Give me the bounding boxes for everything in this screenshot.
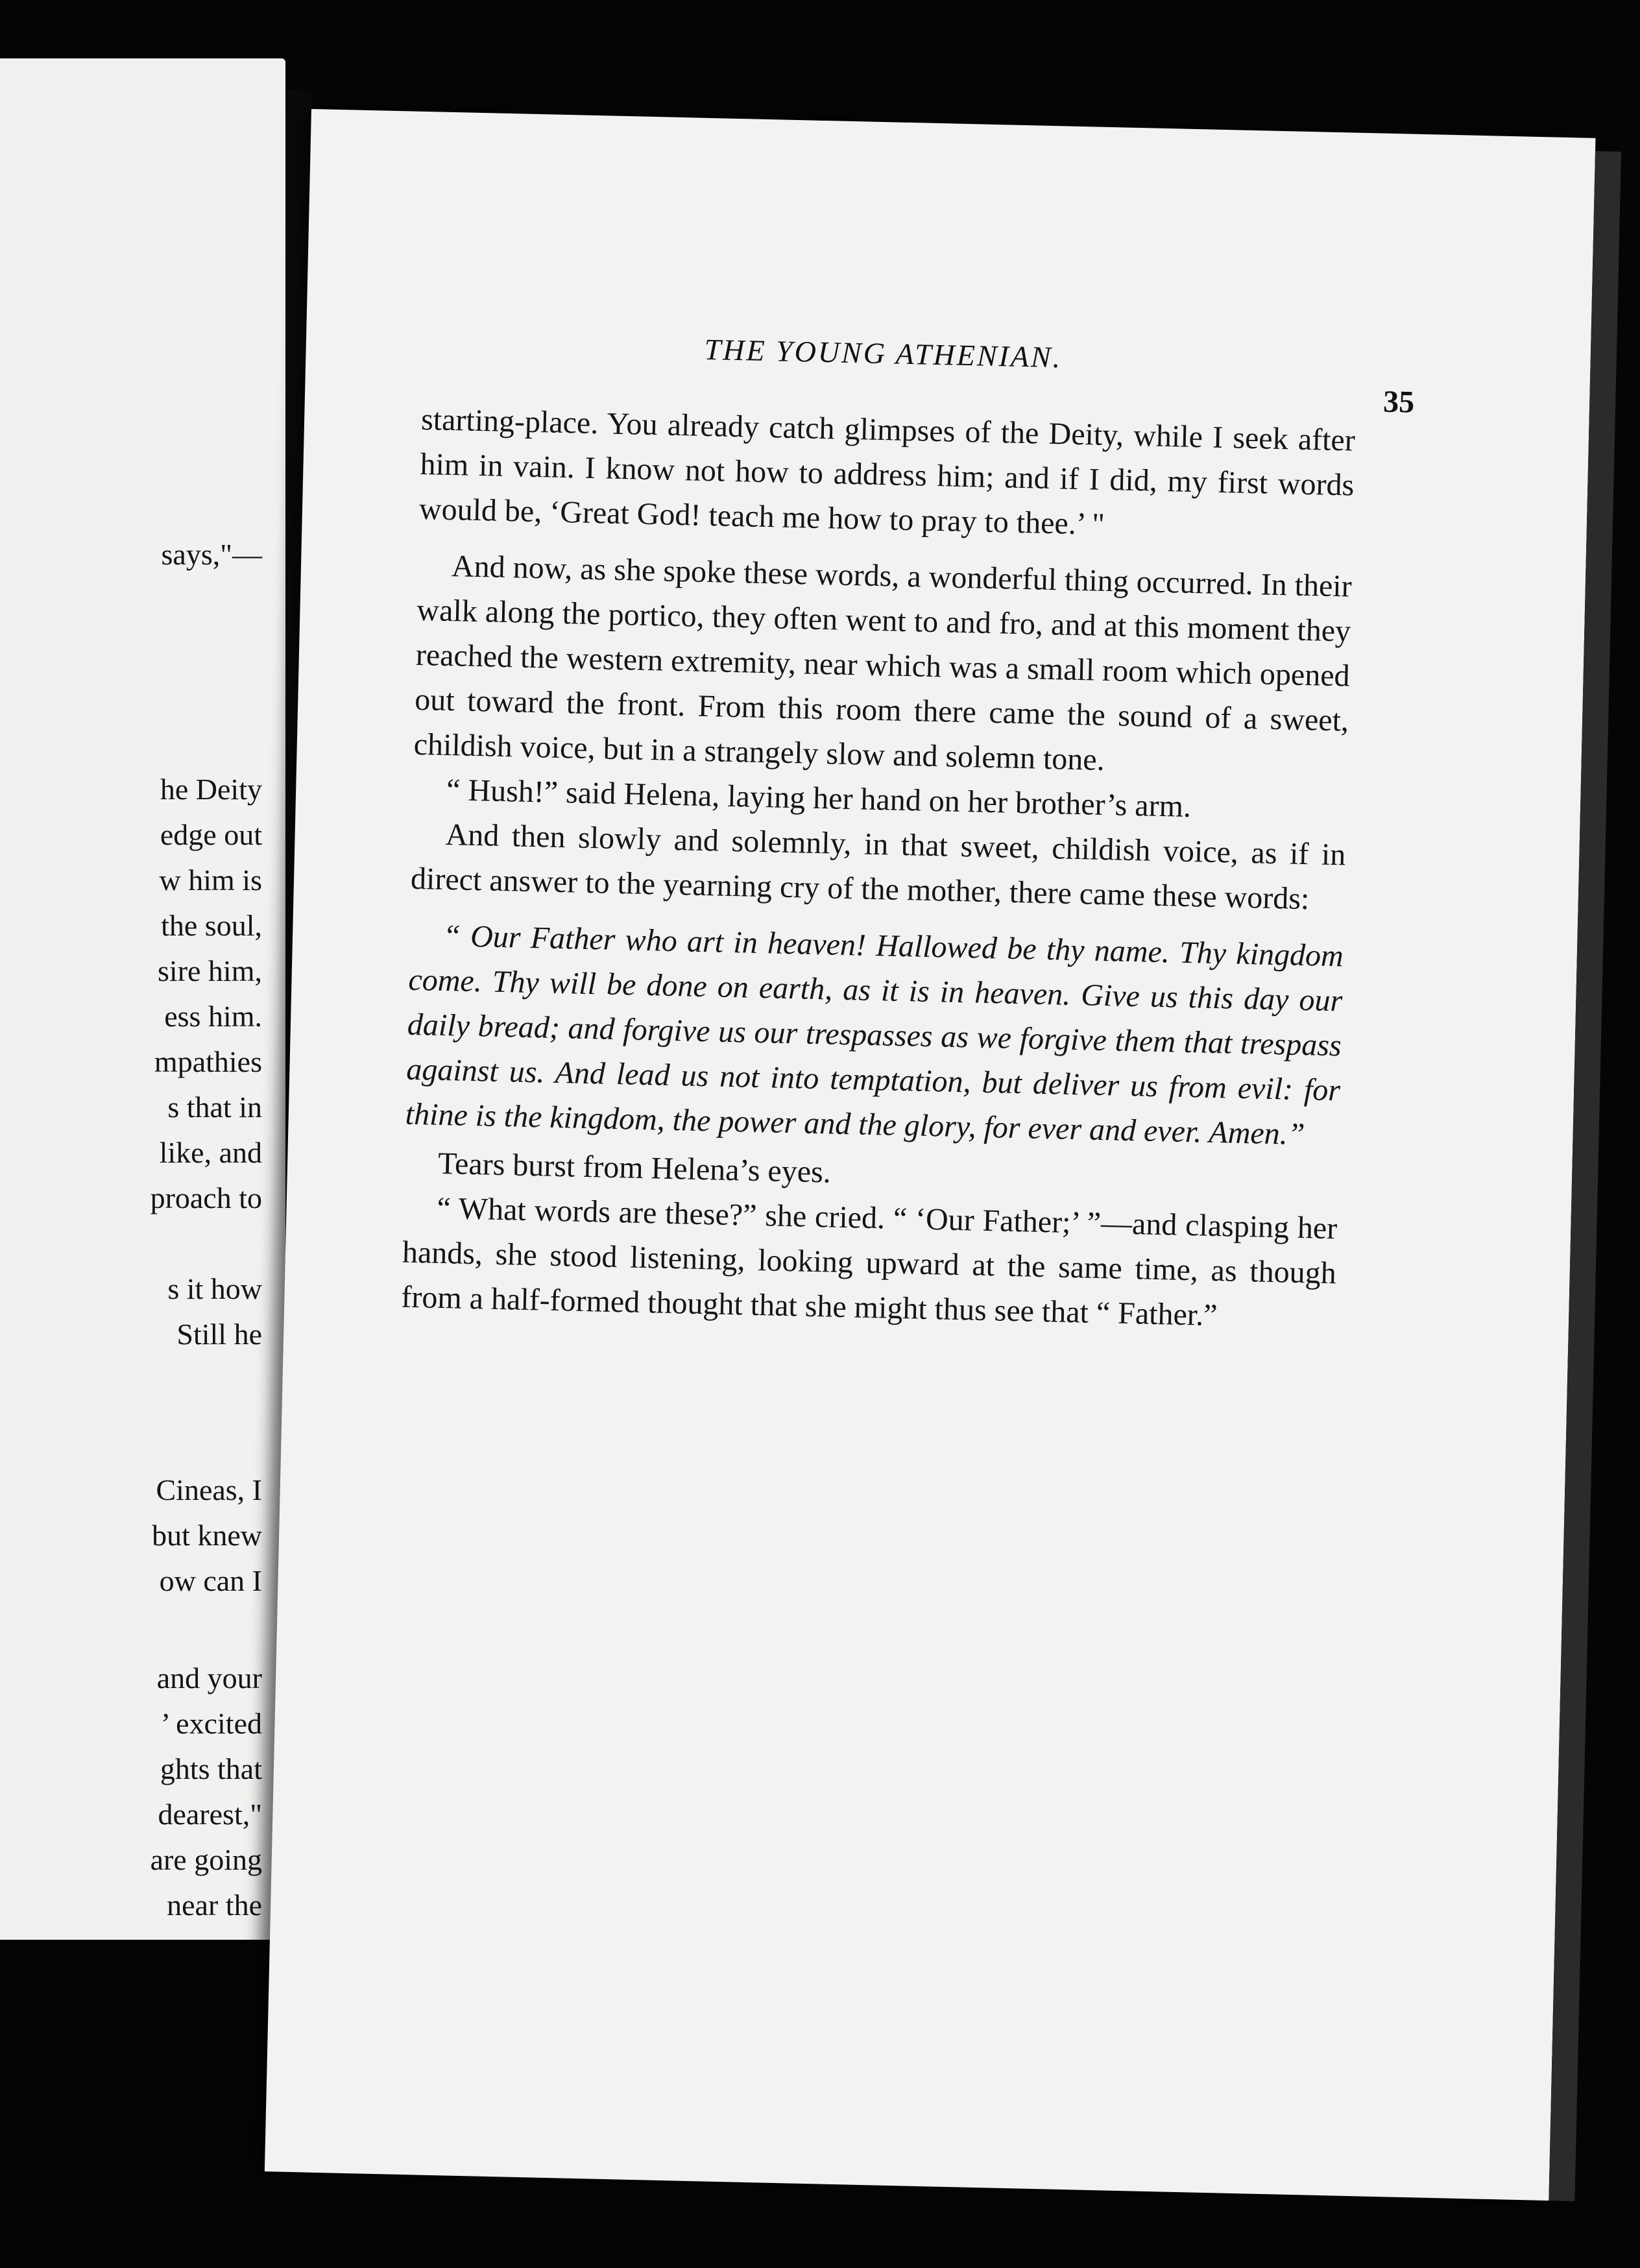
prayer-quotation: “ Our Father who art in heaven! Hallowed be thy name. Thy kingdom come. Thy will be done on earth, as it is in heaven. Give us this day our daily bread; and forgive us our trespasses as we forgive them that trespass against us. And lead us not into temptation, but deliver us from evil: for thine is the kingdom, the power and the glory, for ever and ever. Amen.” bbox=[405, 918, 1344, 1152]
left-page-line: ’ excited bbox=[160, 1707, 262, 1740]
left-page-line: Still he bbox=[176, 1318, 262, 1351]
left-page-line: Cineas, I bbox=[156, 1473, 262, 1506]
paragraph: And now, as she spoke these words, a wonderful thing occurred. In their walk along the portico, they often went to and fro, and at this moment they reached the western extremity, near which was a small room which opened out toward the front. From this room there came the sound of a sweet, childish voice, but in a strangely slow and solemn tone. bbox=[413, 549, 1353, 777]
left-page-line: sire him, bbox=[158, 954, 262, 987]
left-page-line: and your bbox=[156, 1661, 262, 1695]
left-page-line: dearest," bbox=[158, 1798, 262, 1831]
left-facing-page bbox=[0, 58, 285, 1940]
paragraph: And then slowly and solemnly, in that sweet, childish voice, as if in direct answer to the yearning cry of the mother, there came these words: bbox=[410, 817, 1346, 917]
page-number: 35 bbox=[1382, 384, 1415, 420]
left-page-line: s it how bbox=[167, 1272, 262, 1305]
right-page bbox=[265, 109, 1596, 2201]
page-edge-shadow bbox=[1549, 151, 1621, 2201]
paragraph: “ What words are these?” she cried. “ ‘Our Father;’ ”—and clasping her hands, she stood listening, looking upward at the same time, as though from a half-formed thought that she might thus see that “ Father.” bbox=[400, 1190, 1338, 1333]
left-page-line: the soul, bbox=[161, 909, 262, 942]
left-page-line: ghts that bbox=[160, 1752, 262, 1785]
paragraph-continuation: starting-place. You already catch glimpses of the Deity, while I seek after him in vain. I know not how to address him; and if I did, my first words would be, ‘Great God! teach me how to pray to thee.’ " bbox=[418, 402, 1356, 542]
left-page-line: proach to bbox=[150, 1181, 262, 1214]
left-page-line: ess him. bbox=[164, 1000, 262, 1033]
paragraph: Tears burst from Helena’s eyes. bbox=[437, 1146, 832, 1190]
left-page-line: w him is bbox=[159, 863, 262, 897]
body-text bbox=[401, 397, 1356, 1340]
left-page-line: but knew bbox=[152, 1519, 262, 1552]
left-page-line: are going bbox=[150, 1843, 262, 1876]
left-page-line: s that in bbox=[167, 1091, 262, 1124]
left-page-line: like, and bbox=[159, 1136, 262, 1169]
left-page-line: ow can I bbox=[159, 1564, 262, 1597]
running-head: THE YOUNG ATHENIAN. bbox=[704, 332, 1063, 374]
left-page-line: mpathies bbox=[154, 1045, 262, 1078]
left-page-line: edge out bbox=[160, 818, 262, 851]
left-page-line: near the bbox=[167, 1888, 262, 1922]
left-page-line: says,"— bbox=[161, 538, 262, 571]
paragraph: “ Hush!” said Helena, laying her hand on her brother’s arm. bbox=[446, 773, 1192, 825]
left-page-line: he Deity bbox=[160, 773, 262, 806]
